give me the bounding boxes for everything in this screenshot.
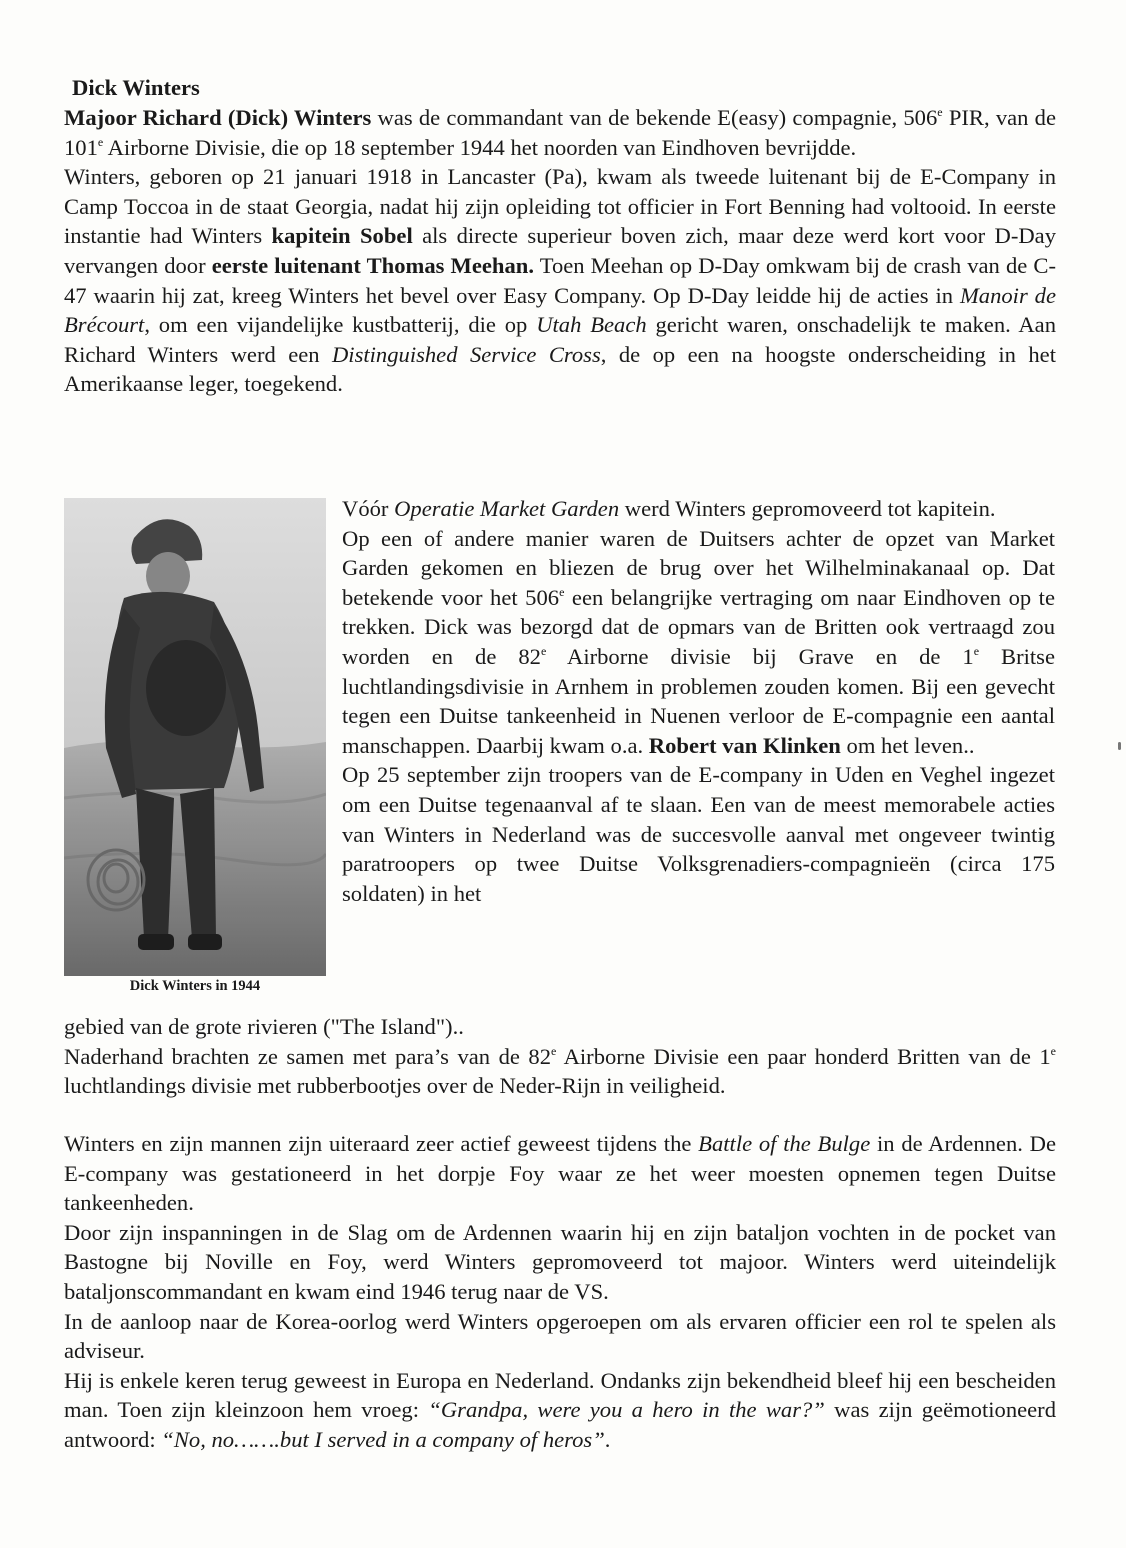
text-run: Winters, geboren op 21 januari 1918 in Lancaster (Pa), kwam als tweede luitenant bij de E-Company in Camp Toccoa in de staat Georgia, nadat hij zijn opleiding tot officier in Fort Benning had voltooid. In eerste instantie had Winters (64, 164, 1056, 249)
text-run: was zijn geëmotioneerd antwoord: (64, 1397, 1056, 1452)
superscript: e (540, 643, 547, 658)
text-run: om het leven.. (840, 732, 975, 758)
superscript: e (937, 105, 943, 119)
article-title: Dick Winters (72, 75, 200, 100)
bulge-section (64, 1129, 1056, 1455)
text-run: in de Ardennen. De E-company was gestationeerd in het dorpje Foy waar ze het weer moesten opnemen tegen Duitse tankeenheden. (64, 1131, 1057, 1216)
text-run: Op 25 september zijn troopers van de E-company in Uden en Veghel ingezet om een Duitse tegenaanval af te slaan. Een van de meest memorabele acties van Winters in Nederland was de succesvolle aanval met ongeveer twintig paratroopers op twee Duitse Volksgrenadiers-compagnieën (circa 175 soldaten) in het (342, 762, 1055, 906)
text-run: een belangrijke vertraging om naar Eindhoven op te trekken. Dick was bezorgd dat de opmars van de Britten ook vertraagd zou worden en de 82 (342, 584, 1055, 669)
paragraph (64, 1218, 1056, 1307)
italic-text: “Grandpa, were you a hero in the war?” (428, 1397, 825, 1423)
paragraph (342, 524, 1055, 761)
photo-caption: Dick Winters in 1944 (129, 978, 261, 994)
text-run: was de commandant van de bekende E(easy) compagnie, 506 (371, 105, 938, 130)
paragraph (64, 103, 1056, 162)
italic-text: Operatie Market Garden (394, 496, 620, 521)
text-run: . (604, 1426, 611, 1452)
text-run: PIR, van de 101 (64, 105, 1057, 160)
text-run: werd Winters gepromoveerd tot kapitein. (619, 496, 996, 521)
text-run: Winters en zijn mannen zijn uiteraard zeer actief geweest tijdens the (64, 1131, 699, 1156)
intro-section (64, 103, 1056, 399)
portrait-photo (64, 498, 326, 976)
superscript: e (973, 643, 980, 658)
text-run: , de op een na hoogste onderscheiding in het Amerikaanse leger, toegekend. (64, 341, 1056, 397)
text-run: Britse luchtlandingsdivisie in Arnhem in problemen zouden komen. Bij een gevecht tegen een Duitse tankeenheid in Nuenen verloor de E-compagnie een aantal manschappen. Daarbij kwam o.a. (342, 643, 1055, 758)
text-run: Vóór (342, 496, 395, 521)
text-run: Airborne divisie bij Grave en de 1 (546, 643, 974, 669)
superscript: e (559, 584, 565, 599)
text-run: Op een of andere manier waren de Duitsers achter de opzet van Market Garden gekomen en bliezen de brug over het Wilhelminakanaal op. Dat betekende voor het 506 (342, 525, 1055, 610)
paragraph (64, 1366, 1056, 1455)
text-run: In de aanloop naar de Korea-oorlog werd Winters opgeroepen om als ervaren officier een rol te spelen als adviseur. (64, 1308, 1056, 1364)
island-section (64, 1012, 1056, 1101)
bold-text: kapitein Sobel (271, 223, 413, 249)
superscript: e (1050, 1043, 1056, 1058)
text-run: Door zijn inspanningen in de Slag om de Ardennen waarin hij en zijn bataljon vochten in de pocket van Bastogne bij Noville en Foy, werd Winters gepromoveerd tot majoor. Winters werd uiteindelijk bataljonscommandant en kwam eind 1946 terug naar de VS. (64, 1219, 1056, 1304)
text-run: Toen Meehan op D-Day omkwam bij de crash van de C-47 waarin hij zat, kreeg Winters het bevel over Easy Company. Op D-Day leidde hij de acties in (64, 252, 1056, 308)
paragraph (342, 494, 1055, 524)
text-run: gericht waren, onschadelijk te maken. Aan Richard Winters werd een (64, 312, 1056, 367)
text-run: Hij is enkele keren terug geweest in Europa en Nederland. Ondanks zijn bekendheid bleef hij een bescheiden man. Toen zijn kleinzoon hem vroeg: (64, 1367, 1056, 1423)
paragraph (64, 1307, 1056, 1366)
paragraph (64, 1129, 1056, 1218)
paragraph (64, 1042, 1056, 1101)
paragraph (342, 760, 1055, 908)
italic-text: Utah Beach (536, 312, 647, 338)
italic-text: Battle of the Bulge (698, 1131, 871, 1156)
soldier-portrait-photo (64, 498, 326, 976)
text-run: , om een vijandelijke kustbatterij, die op (144, 312, 537, 338)
bold-text: Majoor Richard (Dick) Winters (64, 105, 372, 130)
paragraph (64, 162, 1056, 399)
text-run: Airborne Divisie, die op 18 september 1944 het noorden van Eindhoven bevrijdde. (103, 134, 857, 160)
superscript: e (97, 134, 104, 149)
italic-text: Distinguished Service Cross (331, 341, 601, 367)
bold-text: Robert van Klinken (648, 732, 841, 758)
superscript: e (551, 1043, 557, 1058)
italic-text: “No, no…….but I served in a company of heros” (161, 1426, 605, 1452)
text-run: gebied van de grote rivieren ("The Island").. (64, 1014, 464, 1039)
text-run: luchtlandings divisie met rubberbootjes over de Neder-Rijn in veiligheid. (64, 1073, 726, 1099)
bold-text: eerste luitenant Thomas Meehan. (211, 252, 535, 278)
italic-text: Manoir de Brécourt (64, 282, 1056, 338)
scan-margin-mark (1118, 742, 1121, 750)
text-run: als directe superieur boven zich, maar deze werd kort voor D-Day vervangen door (64, 223, 1056, 278)
text-run: Airborne Divisie een paar honderd Britten van de 1 (556, 1043, 1051, 1069)
market-garden-section (342, 494, 1055, 908)
paragraph (64, 1012, 1056, 1042)
text-run: Naderhand brachten ze samen met para’s van de 82 (64, 1043, 552, 1069)
